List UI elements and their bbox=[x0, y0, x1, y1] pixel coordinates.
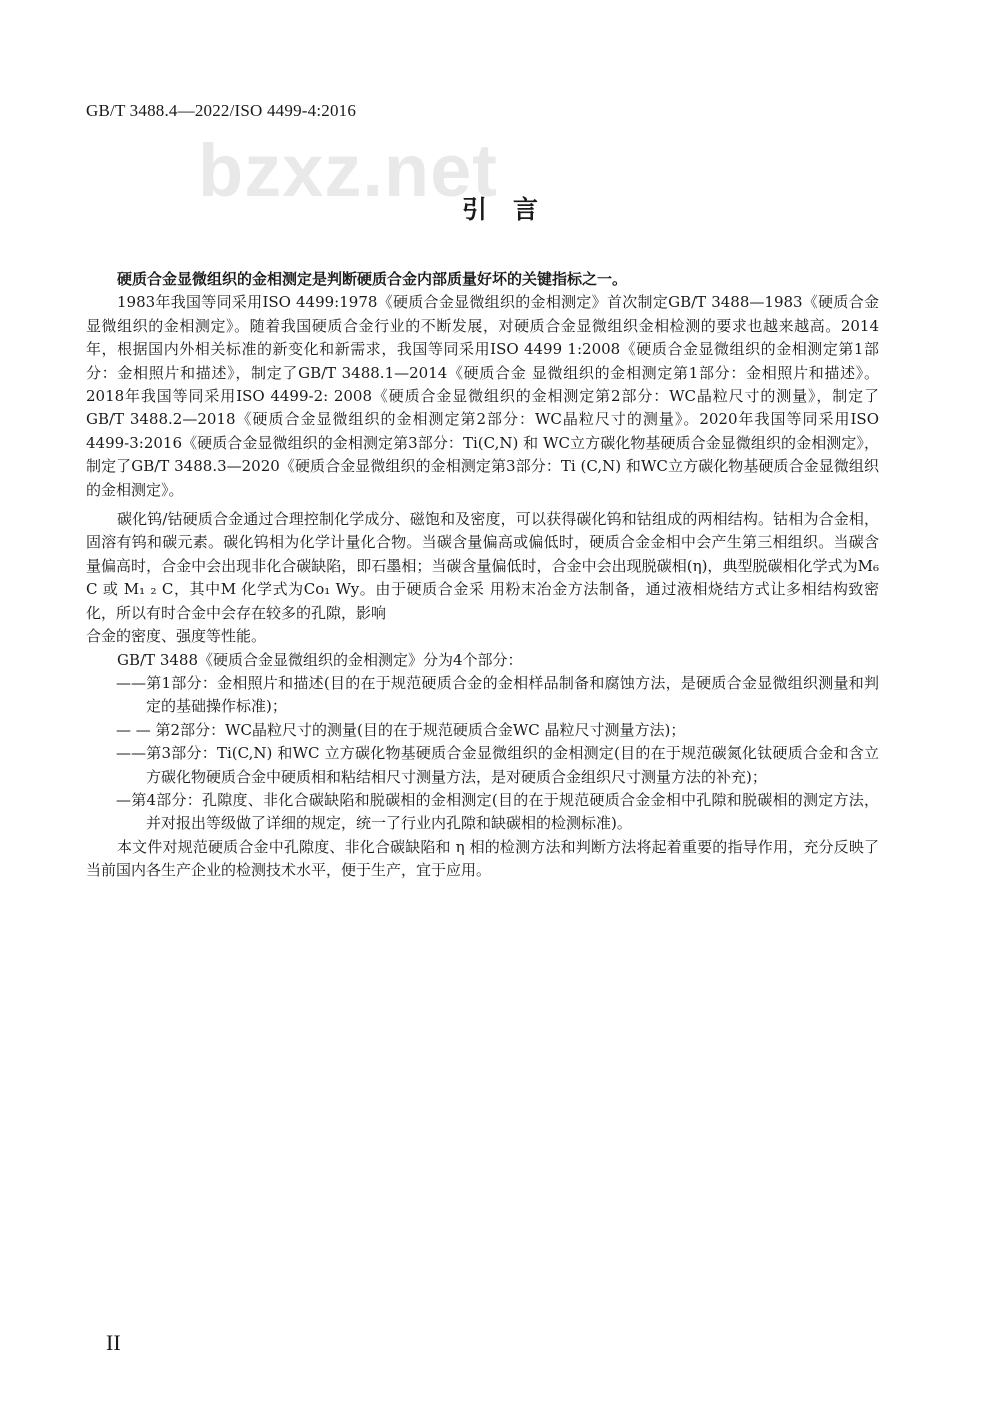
history-paragraph: 1983年我国等同采用ISO 4499:1978《硬质合金显微组织的金相测定》首次制定GB/T 3488—1983《硬质合金显微组织的金相测定》。随着我国硬质合金行业的不断发展，对硬质合金显微组织金相检测的要求也越来越高。2014年，根据国内外相关标准的新变化和新需求，我国等同采用ISO 4499 1:2008《硬质合金显微组织的金相测定第1部分：金相照片和描述》，制定了GB/T 3488.1—2014《硬质合金 显微组织的金相测定第1部分：金相照片和描述》。2018年我国等同采用ISO 4499-2: 2008《硬质合金显微组织的金相测定第2部分：WC晶粒尺寸的测量》，制定了GB/T 3488.2—2018《硬质合金显微组织的金相测定第2部分：WC晶粒尺寸的测量》。2020年我国等同采用ISO 4499-3:2016《硬质合金显微组织的金相测定第3部分：Ti(C,N) 和 WC立方碳化物基硬质合金显微组织的金相测定》，制定了GB/T 3488.3—2020《硬质合金显微组织的金相测定第3部分：Ti (C,N) 和WC立方碳化物基硬质合金显微组织的金相测定》。 bbox=[86, 293, 879, 499]
list-dash: —— bbox=[116, 673, 146, 692]
list-dash: — — bbox=[116, 720, 151, 739]
list-item-text: 第4部分：孔隙度、非化合碳缺陷和脱碳相的金相测定(目的在于规范硬质合金金相中孔隙和脱碳相的测定方法，并对报出等级做了详细的规定，统一了行业内孔隙和缺碳相的检测标准)。 bbox=[131, 790, 879, 833]
document-body bbox=[86, 268, 879, 883]
phases-paragraph: 碳化钨/钴硬质合金通过合理控制化学成分、磁饱和及密度，可以获得碳化钨和钴组成的两相结构。钴相为合金相，固溶有钨和碳元素。碳化钨相为化学计量化合物。当碳含量偏高或偏低时，硬质合金金相中会产生第三相组织。当碳含量偏高时，合金中会出现非化合碳缺陷，即石墨相；当碳含量偏低时，合金中会出现脱碳相(η)，典型脱碳相化学式为M₆ C 或 M₁ ₂ C，其中M 化学式为Co₁ Wy。由于硬质合金采 用粉末冶金方法制备，通过液相烧结方式让多相结构致密化，所以有时合金中会存在较多的孔隙，影响 bbox=[86, 510, 879, 622]
list-dash: — bbox=[116, 790, 131, 809]
list-item-part-1 bbox=[86, 672, 879, 719]
standard-code-header: GB/T 3488.4—2022/ISO 4499-4:2016 bbox=[86, 101, 357, 120]
parts-intro-paragraph: GB/T 3488《硬质合金显微组织的金相测定》分为4个部分： bbox=[117, 650, 523, 669]
conclusion-paragraph: 本文件对规范硬质合金中孔隙度、非化合碳缺陷和 η 相的检测方法和判断方法将起着重要的指导作用，充分反映了当前国内各生产企业的检测技术水平，便于生产，宜于应用。 bbox=[86, 837, 879, 880]
list-item-text: 第3部分：Ti(C,N) 和WC 立方碳化物基硬质合金显微组织的金相测定(目的在于规范碳氮化钛硬质合金和含立方碳化物硬质合金中硬质相和粘结相尺寸测量方法，是对硬质合金组织尺寸测量方法的补充)； bbox=[146, 744, 879, 786]
list-item-part-2 bbox=[86, 719, 879, 742]
list-item-part-4 bbox=[86, 789, 879, 836]
list-item-part-3 bbox=[86, 742, 879, 789]
phases-paragraph-continued: 合金的密度、强度等性能。 bbox=[86, 627, 267, 646]
page-title: 引言 bbox=[461, 195, 564, 224]
page-number: II bbox=[106, 1330, 121, 1355]
watermark: bzxz.net bbox=[198, 129, 498, 212]
list-dash: —— bbox=[116, 744, 146, 763]
list-item-text: 第2部分：WC晶粒尺寸的测量(目的在于规范硬质合金WC 晶粒尺寸测量方法)； bbox=[150, 720, 686, 739]
lead-paragraph: 硬质合金显微组织的金相测定是判断硬质合金内部质量好坏的关键指标之一。 bbox=[117, 270, 628, 288]
list-item-text: 第1部分：金相照片和描述(目的在于规范硬质合金的金相样品制备和腐蚀方法，是硬质合金显微组织测量和判定的基础操作标准)； bbox=[146, 673, 879, 716]
